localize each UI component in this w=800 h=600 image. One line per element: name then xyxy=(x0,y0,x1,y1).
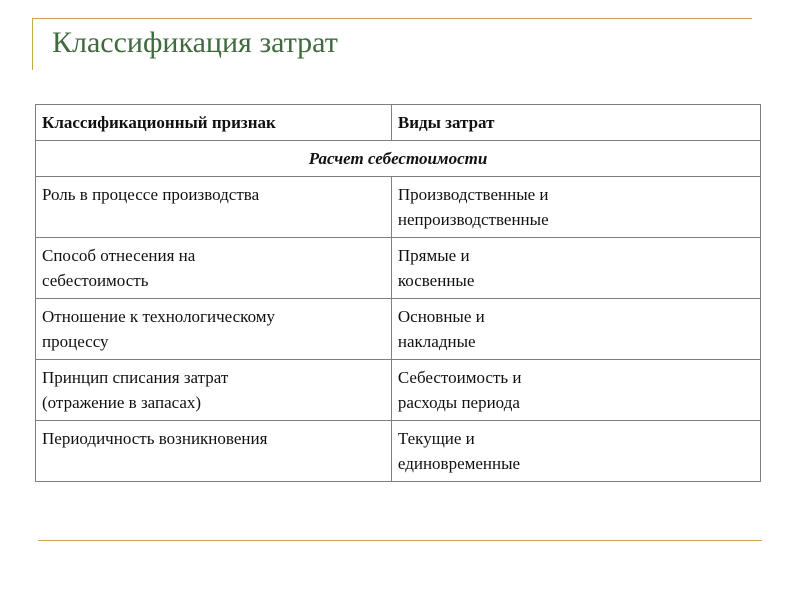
cell-text: Основные и xyxy=(397,307,485,326)
cell-text: процессу xyxy=(42,332,109,351)
cost-types-cell xyxy=(391,421,760,482)
cell-text: Производственные и xyxy=(397,185,549,204)
feature-cell xyxy=(36,177,392,238)
cost-types-cell xyxy=(391,177,760,238)
cell-text: расходы периода xyxy=(397,393,520,412)
cell-text: Способ отнесения на xyxy=(42,246,196,265)
cell-text: Принцип списания затрат xyxy=(42,368,229,387)
table-row xyxy=(36,421,761,482)
table-row xyxy=(36,177,761,238)
cost-types-cell xyxy=(391,238,760,299)
table-row xyxy=(36,238,761,299)
cell-text: себестоимость xyxy=(42,271,149,290)
cost-types-cell xyxy=(391,299,760,360)
cost-classification-table xyxy=(35,104,761,482)
cell-text: Текущие и xyxy=(397,429,475,448)
cell-text: косвенные xyxy=(397,271,475,290)
feature-cell xyxy=(36,360,392,421)
cell-text: Роль в процессе производства xyxy=(42,185,260,204)
cell-text: непроизводственные xyxy=(397,210,549,229)
cell-text: Периодичность возникновения xyxy=(42,429,268,448)
left-decorative-line xyxy=(32,18,33,70)
cell-text: Отношение к технологическому xyxy=(42,307,276,326)
top-decorative-line xyxy=(32,18,752,19)
cell-text: Прямые и xyxy=(397,246,470,265)
header-cost-types: Виды затрат xyxy=(391,105,760,141)
cost-types-cell xyxy=(391,360,760,421)
cell-text: накладные xyxy=(397,332,476,351)
table-row xyxy=(36,360,761,421)
table-header-row xyxy=(36,105,761,141)
header-feature: Классификационный признак xyxy=(36,105,392,141)
bottom-decorative-line xyxy=(38,540,762,541)
cell-text: единовременные xyxy=(397,454,521,473)
cell-text: (отражение в запасах) xyxy=(42,393,202,412)
feature-cell xyxy=(36,238,392,299)
table-row xyxy=(36,299,761,360)
feature-cell xyxy=(36,299,392,360)
slide-title: Классификация затрат xyxy=(52,26,338,59)
feature-cell xyxy=(36,421,392,482)
cell-text: Себестоимость и xyxy=(397,368,522,387)
section-title: Расчет себестоимости xyxy=(36,141,761,177)
section-row xyxy=(36,141,761,177)
